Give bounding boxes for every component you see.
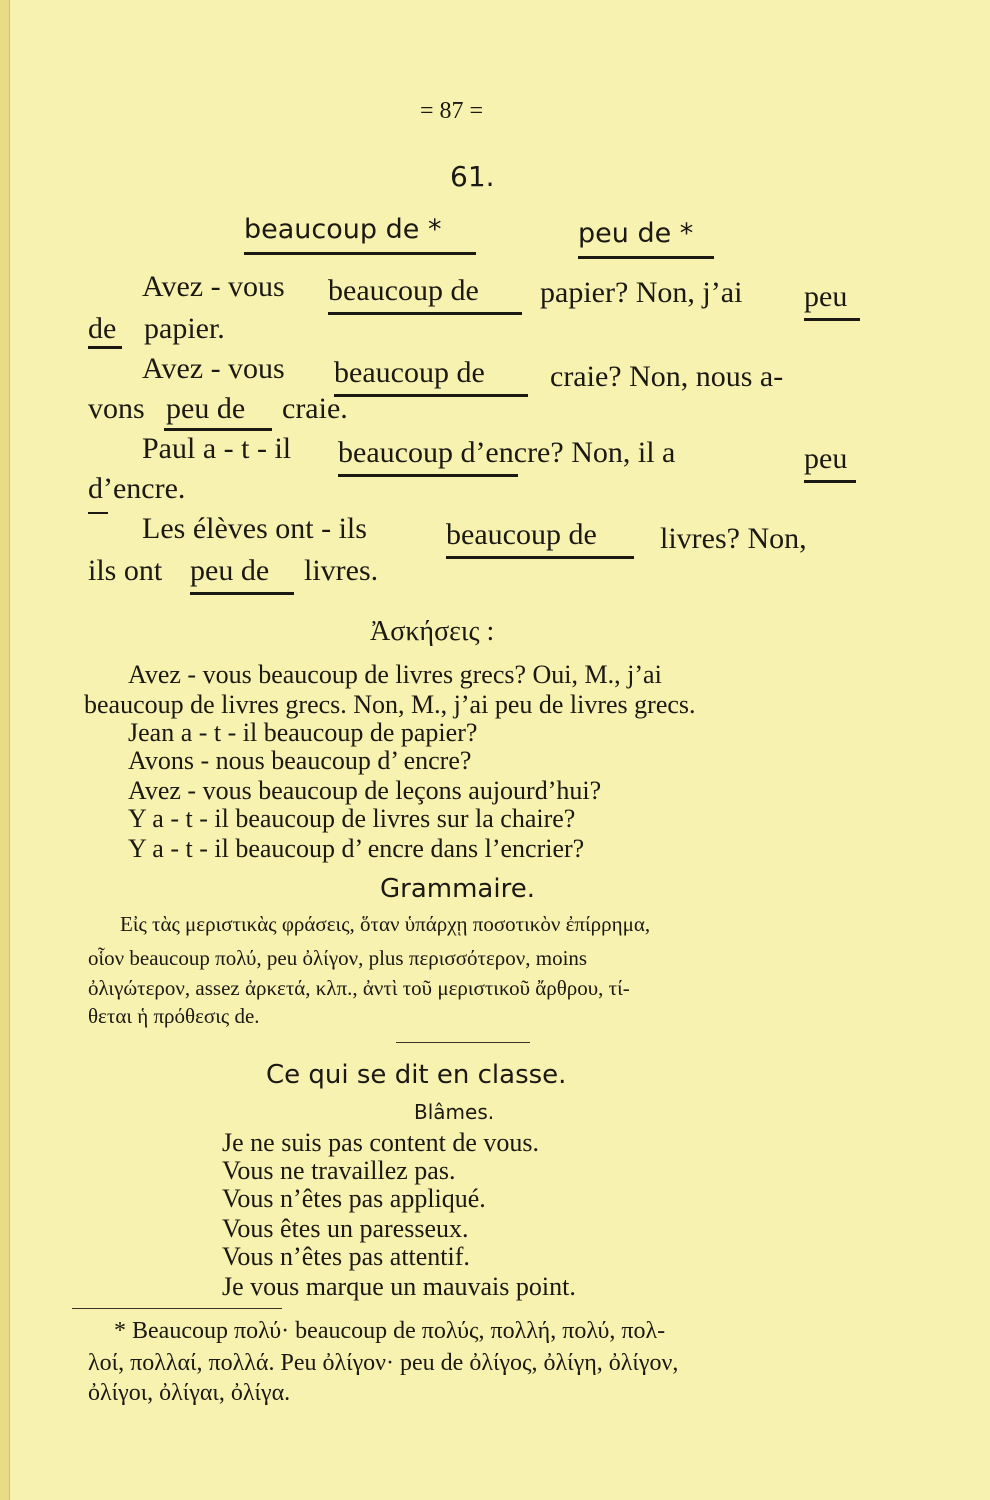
lesson-word: craie? Non, nous a- <box>550 360 784 393</box>
lesson-phrase-de: de <box>88 312 117 345</box>
underline <box>164 428 272 431</box>
lesson-word: Les élèves ont - ils <box>142 512 367 545</box>
lesson-phrase-peu: peu <box>804 280 848 313</box>
exercise-line: Jean a - t - il beaucoup de papier? <box>128 718 478 747</box>
exercises-title: Ἀσκήσεις : <box>370 616 495 647</box>
classroom-line: Vous ne travaillez pas. <box>222 1156 456 1185</box>
heading-peu-de: peu de * <box>578 218 694 249</box>
lesson-phrase-peu: peu <box>804 442 848 475</box>
heading-underline-right <box>578 256 714 259</box>
lesson-word: papier? Non, j’ai <box>540 276 743 309</box>
lesson-phrase-beaucoup: beaucoup de <box>328 274 479 307</box>
footnote-rule <box>72 1308 282 1309</box>
underline <box>88 512 108 514</box>
grammar-line: θεται ἡ πρόθεσις de. <box>88 1004 260 1028</box>
lesson-word: papier. <box>144 312 225 345</box>
lesson-phrase-beaucoup: beaucoup d’encre? Non, il a <box>338 436 676 469</box>
lesson-word: craie. <box>282 392 348 425</box>
exercise-line: Avez - vous beaucoup de livres grecs? Oui, M., j’ai <box>128 660 662 689</box>
underline <box>338 474 518 477</box>
classroom-line: Vous êtes un paresseux. <box>222 1214 469 1243</box>
exercise-line: Y a - t - il beaucoup d’ encre dans l’encrier? <box>128 834 585 863</box>
grammar-line: Εἰς τὰς μεριστικὰς φράσεις, ὅταν ὑπάρχῃ ποσοτικὸν ἐπίρρημα, <box>120 912 651 936</box>
exercise-line: Avons - nous beaucoup d’ encre? <box>128 746 472 775</box>
classroom-line: Je ne suis pas content de vous. <box>222 1128 540 1157</box>
classroom-title: Ce qui se dit en classe. <box>266 1060 567 1090</box>
lesson-phrase-peu: peu de <box>190 554 270 587</box>
lesson-phrase-beaucoup: beaucoup de <box>446 518 597 551</box>
lesson-word: vons <box>88 392 145 425</box>
lesson-word: Avez - vous <box>142 352 285 385</box>
lesson-word: d’encre. <box>88 472 186 505</box>
underline <box>334 394 528 397</box>
lesson-word: Avez - vous <box>142 270 285 303</box>
heading-beaucoup-de: beaucoup de * <box>244 214 442 245</box>
underline <box>446 556 634 559</box>
page-number: = 87 = <box>420 98 484 124</box>
lesson-word: livres? Non, <box>660 522 807 555</box>
exercise-line: Avez - vous beaucoup de leçons aujourd’hui? <box>128 776 602 805</box>
footnote-line: ὀλίγοι, ὀλίγαι, ὀλίγα. <box>88 1380 291 1406</box>
underline <box>328 312 522 315</box>
classroom-subtitle: Blâmes. <box>414 1100 495 1124</box>
classroom-line: Je vous marque un mauvais point. <box>222 1272 576 1301</box>
underline <box>804 480 856 483</box>
footnote-line: * Beaucoup πολύ· beaucoup de πολύς, πολλή, πολύ, πολ- <box>114 1318 666 1344</box>
lesson-phrase-peu: peu de <box>166 392 246 425</box>
section-divider <box>396 1042 530 1043</box>
lesson-word: livres. <box>304 554 379 587</box>
lesson-word: Paul a - t - il <box>142 432 292 465</box>
grammar-title: Grammaire. <box>380 874 535 904</box>
exercise-line: beaucoup de livres grecs. Non, M., j’ai peu de livres grecs. <box>84 690 696 719</box>
exercise-line: Y a - t - il beaucoup de livres sur la chaire? <box>128 804 576 833</box>
lesson-phrase-beaucoup: beaucoup de <box>334 356 485 389</box>
lesson-word: ils ont <box>88 554 163 587</box>
underline <box>190 592 294 595</box>
grammar-line: ὀλιγώτερον, assez ἀρκετά, κλπ., ἀντὶ τοῦ μεριστικοῦ ἄρθρου, τί- <box>88 976 630 1000</box>
grammar-line: οἷον beaucoup πολύ, peu ὀλίγον, plus περισσότερον, moins <box>88 946 588 970</box>
page-edge <box>0 0 10 1500</box>
footnote-line: λοί, πολλαί, πολλά. Peu ὀλίγον· peu de ὀλίγος, ὀλίγη, ὀλίγον, <box>88 1350 679 1376</box>
heading-underline-left <box>244 252 476 255</box>
classroom-line: Vous n’êtes pas attentif. <box>222 1242 470 1271</box>
lesson-number: 61. <box>450 160 495 193</box>
underline <box>804 318 860 321</box>
underline <box>88 346 122 349</box>
classroom-line: Vous n’êtes pas appliqué. <box>222 1184 486 1213</box>
